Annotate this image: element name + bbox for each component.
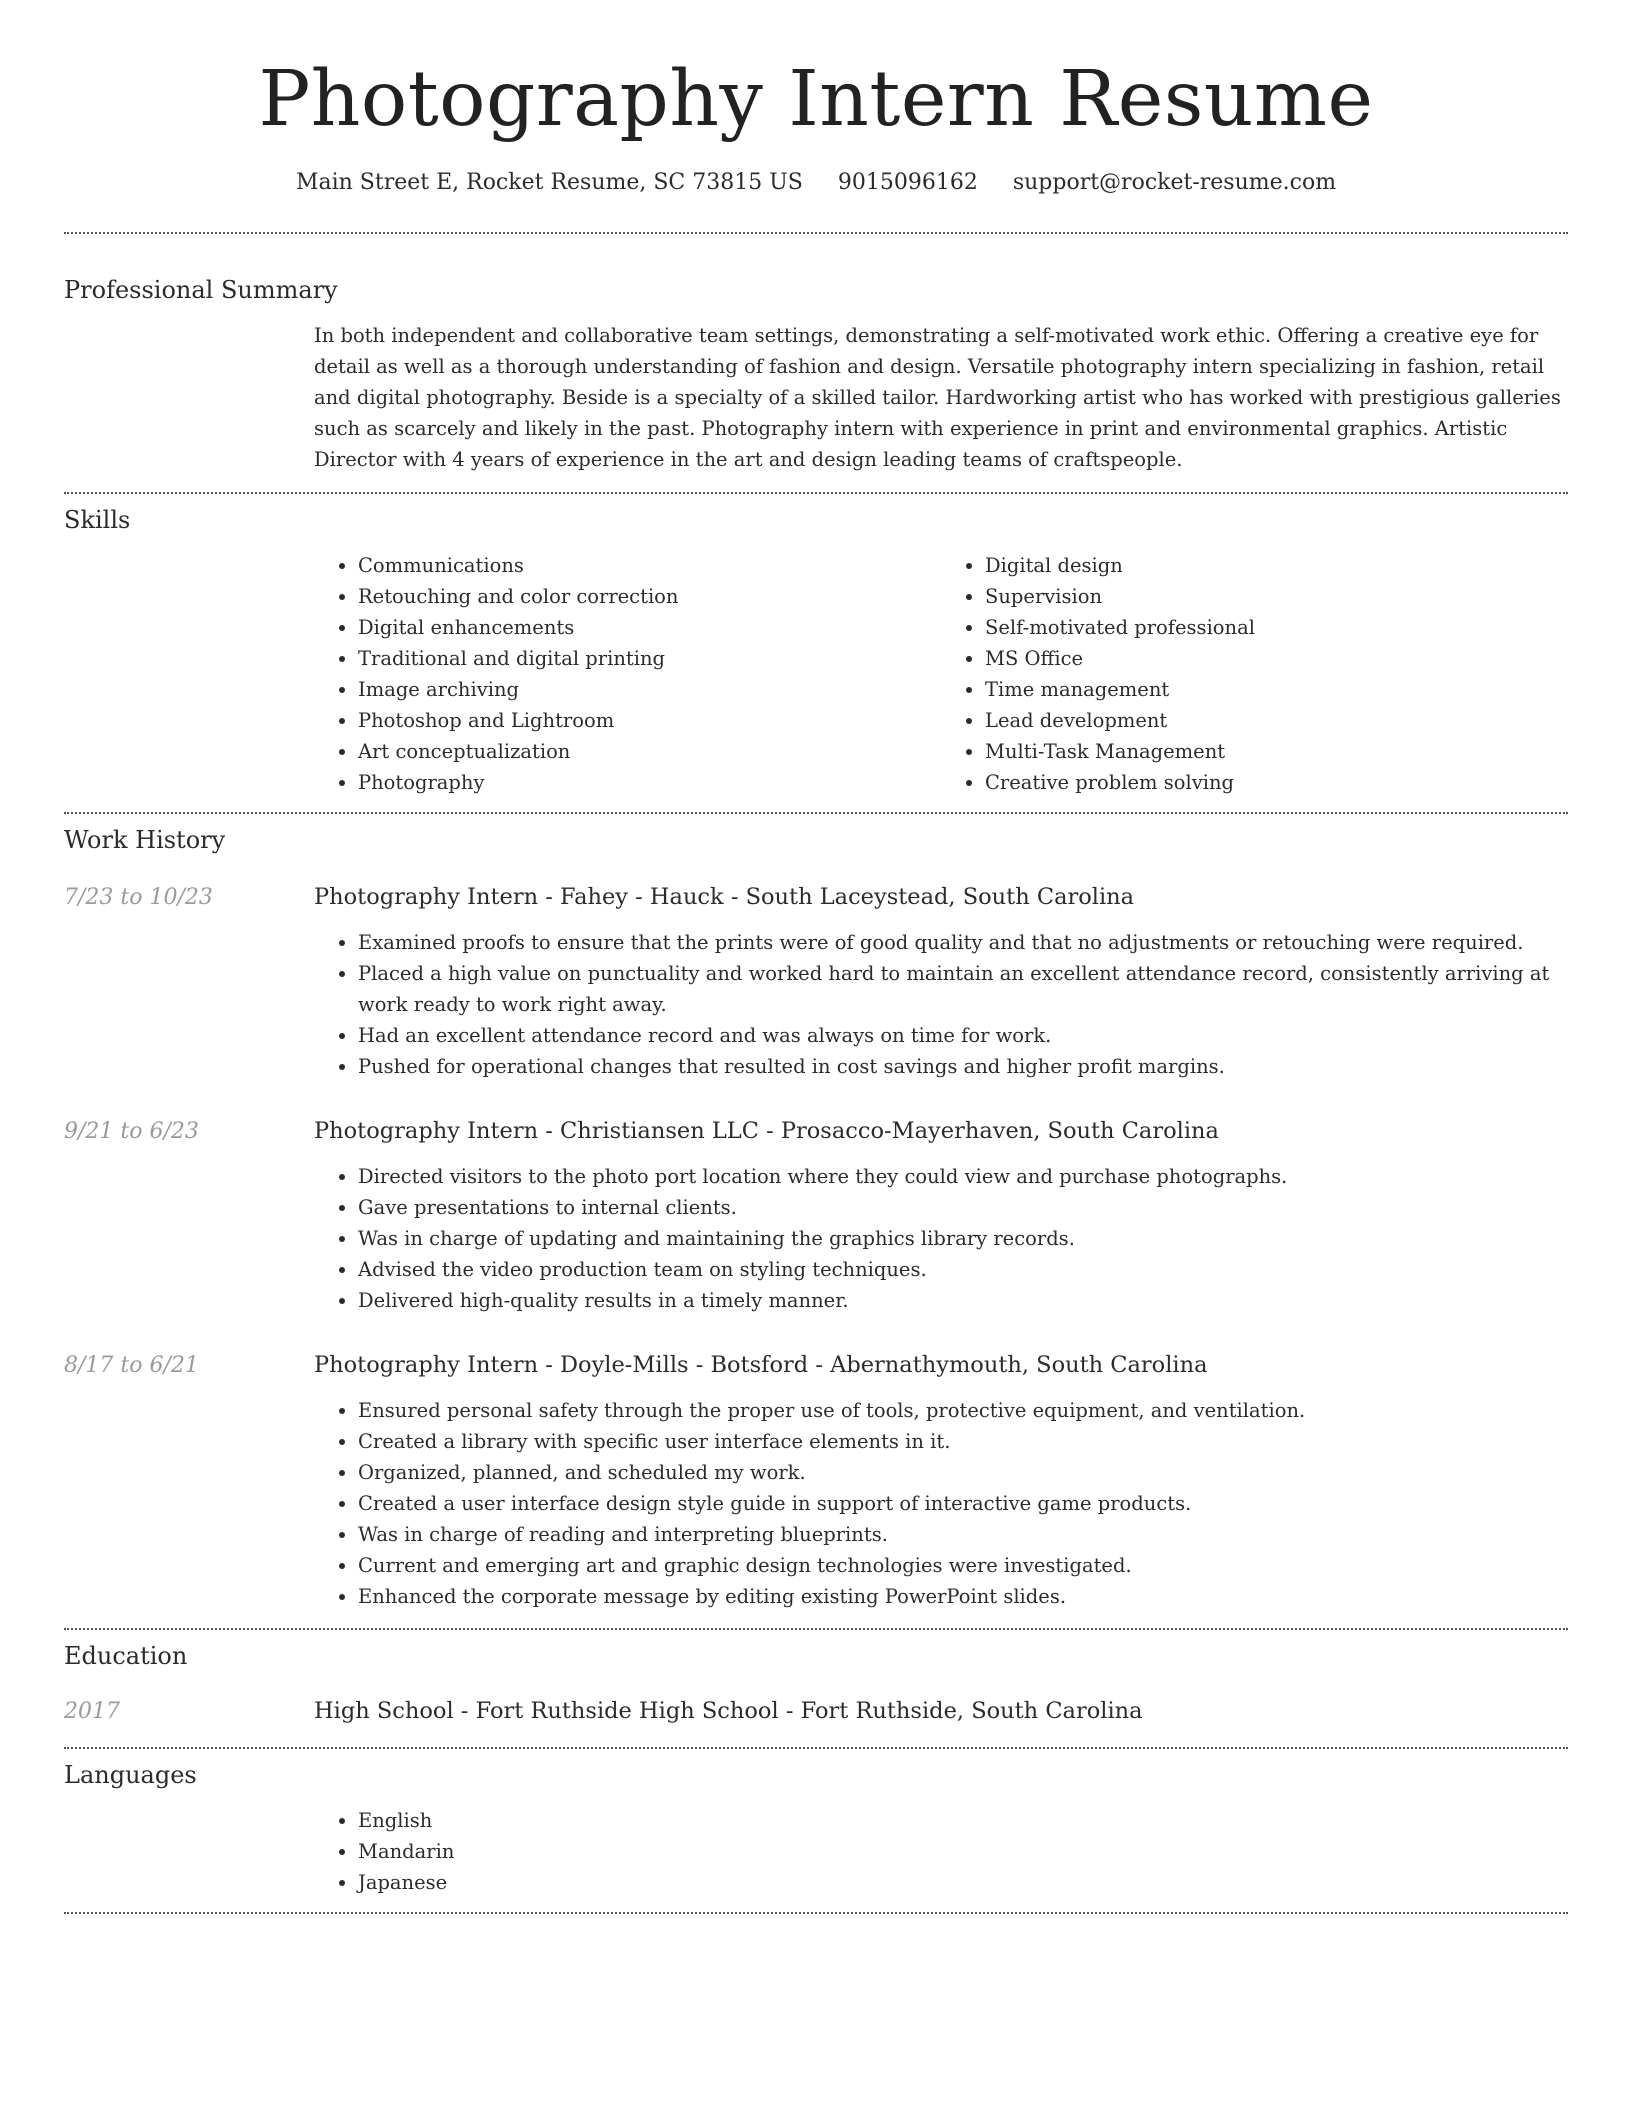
section-divider [64,1747,1568,1749]
resume-page [64,0,1568,1914]
skill-item: • Traditional and digital printing [358,643,941,674]
resume-title: Photography Intern Resume [258,55,1374,144]
job-entry [64,882,1568,1082]
summary-heading: Professional Summary [64,276,338,304]
job-bullet: • Ensured personal safety through the proper use of tools, protective equipment, and ventilation. [358,1395,1568,1426]
languages-heading: Languages [64,1761,197,1789]
job-bullet: • Gave presentations to internal clients. [358,1192,1568,1223]
job-bullet: • Pushed for operational changes that resulted in cost savings and higher profit margins. [358,1051,1568,1082]
summary-text: In both independent and collaborative team settings, demonstrating a self-motivated work ethic. Offering a creative eye for detail as well as a thorough understanding of fashion and design. Versatile photography intern specializing in fashion, retail and digital photography. Beside is a specialty of a skilled tailor. Hardworking artist who has worked with prestigious galleries such as scarcely and likely in the past. Photography intern with experience in print and environmental graphics. Artistic Director with 4 years of experience in the art and design leading teams of craftspeople. [314,324,1561,471]
skill-item: • Retouching and color correction [358,581,941,612]
section-divider [64,492,1568,494]
education-heading: Education [64,1642,188,1670]
job-bullet: • Created a library with specific user interface elements in it. [358,1426,1568,1457]
job-bullets [314,927,1568,1082]
skill-item: • Self-motivated professional [985,612,1568,643]
job-bullet: • Enhanced the corporate message by editing existing PowerPoint slides. [358,1581,1568,1612]
job-bullet: • Examined proofs to ensure that the prints were of good quality and that no adjustments or retouching were required. [358,927,1568,958]
job-dates: 9/21 to 6/23 [64,1119,199,1144]
contact-line [64,168,1568,198]
work-history-heading: Work History [64,826,226,854]
job-entry [64,1350,1568,1612]
skill-item: • Digital enhancements [358,612,941,643]
skills-heading: Skills [64,506,131,534]
job-bullet: • Was in charge of reading and interpreting blueprints. [358,1519,1568,1550]
job-bullet: • Had an excellent attendance record and was always on time for work. [358,1020,1568,1051]
skill-item: • Art conceptualization [358,736,941,767]
skill-item: • Time management [985,674,1568,705]
job-entry [64,1116,1568,1316]
skill-item: • Lead development [985,705,1568,736]
skills-list-left [314,550,941,798]
phone-text: 9015096162 [837,170,978,195]
job-dates: 8/17 to 6/21 [64,1353,199,1378]
skill-item: • Creative problem solving [985,767,1568,798]
section-divider [64,1628,1568,1630]
skill-item: • Communications [358,550,941,581]
job-bullet: • Organized, planned, and scheduled my work. [358,1457,1568,1488]
job-heading: Photography Intern - Doyle-Mills - Botsford - Abernathymouth, South Carolina [314,1352,1208,1378]
job-heading: Photography Intern - Christiansen LLC - Prosacco-Mayerhaven, South Carolina [314,1118,1219,1144]
skill-item: • Photography [358,767,941,798]
job-bullets [314,1395,1568,1612]
job-bullet: • Created a user interface design style guide in support of interactive game products. [358,1488,1568,1519]
language-item: • English [358,1805,1568,1836]
job-bullet: • Current and emerging art and graphic design technologies were investigated. [358,1550,1568,1581]
skill-item: • Multi-Task Management [985,736,1568,767]
job-heading: Photography Intern - Fahey - Hauck - South Laceystead, South Carolina [314,884,1135,910]
languages-list [314,1805,1568,1898]
job-bullet: • Placed a high value on punctuality and worked hard to maintain an excellent attendance record, consistently arriving at work ready to work right away. [358,958,1568,1020]
job-bullet: • Delivered high-quality results in a timely manner. [358,1285,1568,1316]
education-year: 2017 [64,1699,120,1724]
address-text: Main Street E, Rocket Resume, SC 73815 US [295,170,803,195]
skill-item: • MS Office [985,643,1568,674]
job-bullet: • Directed visitors to the photo port location where they could view and purchase photographs. [358,1161,1568,1192]
education-heading-text: High School - Fort Ruthside High School - Fort Ruthside, South Carolina [314,1698,1143,1724]
section-divider [64,812,1568,814]
skill-item: • Image archiving [358,674,941,705]
email-text: support@rocket-resume.com [1012,170,1337,195]
skill-item: • Supervision [985,581,1568,612]
language-item: • Mandarin [358,1836,1568,1867]
skills-grid [314,550,1568,798]
language-item: • Japanese [358,1867,1568,1898]
education-entry [64,1696,1568,1727]
section-divider [64,1912,1568,1914]
job-bullet: • Was in charge of updating and maintaining the graphics library records. [358,1223,1568,1254]
section-divider [64,232,1568,234]
skill-item: • Digital design [985,550,1568,581]
job-bullets [314,1161,1568,1316]
skill-item: • Photoshop and Lightroom [358,705,941,736]
job-dates: 7/23 to 10/23 [64,885,213,910]
skills-list-right [941,550,1568,798]
job-bullet: • Advised the video production team on styling techniques. [358,1254,1568,1285]
